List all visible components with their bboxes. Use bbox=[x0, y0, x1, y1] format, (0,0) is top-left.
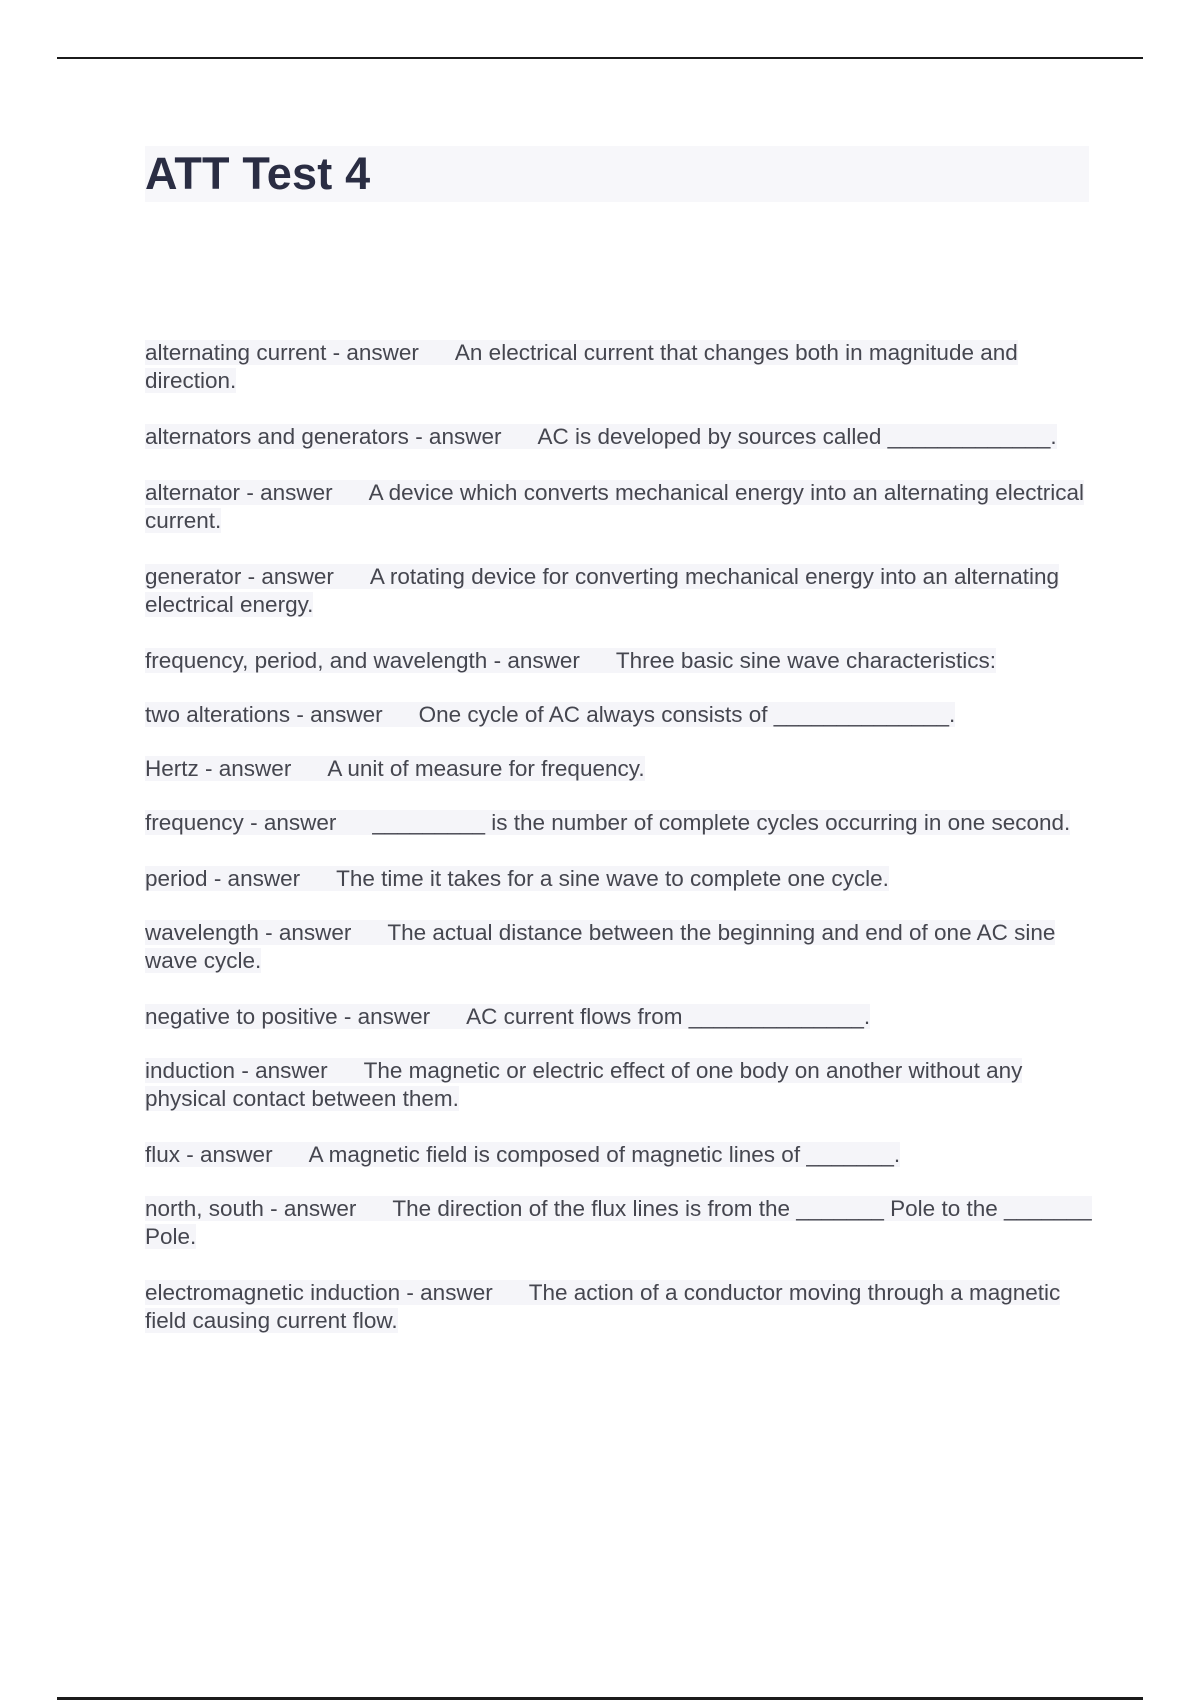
card-definition: AC current flows from ______________. bbox=[466, 1004, 871, 1029]
card-separator: - answer bbox=[343, 1004, 431, 1029]
flashcard bbox=[145, 1057, 1095, 1113]
card-separator: - answer bbox=[186, 1142, 273, 1167]
flashcard bbox=[145, 755, 1095, 783]
card-definition: The action of a conductor moving through a magnetic field causing current flow. bbox=[145, 1280, 1061, 1333]
flashcard bbox=[145, 563, 1095, 619]
card-separator: - answer bbox=[270, 1196, 357, 1221]
card-term: alternators and generators bbox=[145, 424, 409, 449]
card-term: frequency bbox=[145, 810, 244, 835]
card-definition: Three basic sine wave characteristics: bbox=[615, 648, 997, 673]
card-separator: - answer bbox=[406, 1280, 493, 1305]
card-separator: - answer bbox=[265, 920, 352, 945]
card-definition: The actual distance between the beginning and end of one AC sine wave cycle. bbox=[145, 920, 1056, 973]
card-term: Hertz bbox=[145, 756, 199, 781]
card-term: frequency, period, and wavelength bbox=[145, 648, 488, 673]
card-term: north, south bbox=[145, 1196, 264, 1221]
card-separator: - answer bbox=[213, 866, 301, 891]
card-term: generator bbox=[145, 564, 242, 589]
card-definition: A magnetic field is composed of magnetic lines of _______. bbox=[308, 1142, 901, 1167]
card-definition: One cycle of AC always consists of ______________. bbox=[418, 702, 956, 727]
flashcard bbox=[145, 865, 1095, 893]
flashcard bbox=[145, 339, 1095, 395]
flashcard bbox=[145, 1195, 1095, 1251]
card-term: two alterations bbox=[145, 702, 291, 727]
flashcard bbox=[145, 701, 1095, 729]
card-definition: The magnetic or electric effect of one body on another without any physical contact between them. bbox=[145, 1058, 1023, 1111]
card-separator: - answer bbox=[296, 702, 383, 727]
card-separator: - answer bbox=[415, 424, 502, 449]
flashcard bbox=[145, 479, 1095, 535]
flashcard bbox=[145, 1279, 1095, 1335]
card-term: induction bbox=[145, 1058, 236, 1083]
card-definition: A device which converts mechanical energy into an alternating electrical current. bbox=[145, 480, 1084, 533]
flashcard bbox=[145, 423, 1095, 451]
top-rule bbox=[57, 57, 1143, 59]
flashcard bbox=[145, 809, 1095, 837]
card-term: electromagnetic induction bbox=[145, 1280, 401, 1305]
flashcard bbox=[145, 647, 1095, 675]
flashcard bbox=[145, 1141, 1095, 1169]
card-definition: AC is developed by sources called _____________. bbox=[537, 424, 1057, 449]
card-term: flux bbox=[145, 1142, 181, 1167]
card-separator: - answer bbox=[247, 564, 334, 589]
card-term: wavelength bbox=[145, 920, 259, 945]
card-separator: - answer bbox=[246, 480, 333, 505]
card-separator: - answer bbox=[241, 1058, 328, 1083]
card-definition: A unit of measure for frequency. bbox=[327, 756, 645, 781]
card-definition: A rotating device for converting mechanical energy into an alternating electrical energy. bbox=[145, 564, 1060, 617]
card-term: period bbox=[145, 866, 208, 891]
flashcard-list bbox=[145, 339, 1095, 1363]
card-definition: The time it takes for a sine wave to complete one cycle. bbox=[336, 866, 889, 891]
card-separator: - answer bbox=[205, 756, 292, 781]
flashcard bbox=[145, 1003, 1095, 1031]
card-definition: The direction of the flux lines is from the _______ Pole to the _______ Pole. bbox=[145, 1196, 1092, 1249]
document-title: ATT Test 4 bbox=[145, 148, 371, 199]
card-term: negative to positive bbox=[145, 1004, 338, 1029]
card-separator: - answer bbox=[493, 648, 580, 673]
card-separator: - answer bbox=[332, 340, 419, 365]
card-term: alternator bbox=[145, 480, 241, 505]
card-definition: An electrical current that changes both in magnitude and direction. bbox=[145, 340, 1018, 393]
card-separator: - answer bbox=[250, 810, 337, 835]
flashcard bbox=[145, 919, 1095, 975]
card-term: alternating current bbox=[145, 340, 327, 365]
card-definition: _________ is the number of complete cycles occurring in one second. bbox=[372, 810, 1071, 835]
